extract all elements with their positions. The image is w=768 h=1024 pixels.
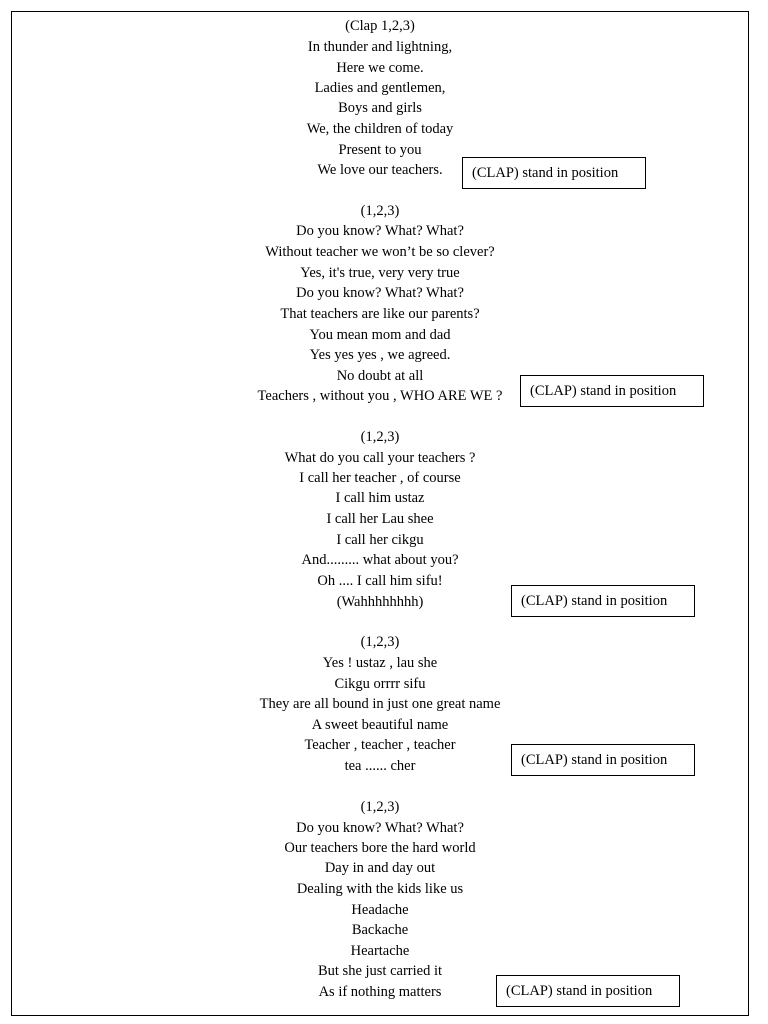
poem-line: Do you know? What? What? — [296, 223, 464, 239]
poem-line: Backache — [351, 922, 409, 938]
poem-line: Headache — [351, 902, 409, 918]
poem-line: Do you know? What? What? — [296, 285, 464, 301]
poem-line: And......... what about you? — [301, 552, 459, 568]
poem-line: (1,2,3) — [360, 429, 400, 445]
poem-line: Yes ! ustaz , lau she — [322, 655, 438, 671]
poem-line: As if nothing matters — [318, 984, 442, 1000]
poem-line: Teachers , without you , WHO ARE WE ? — [257, 388, 503, 404]
poem-line: Yes yes yes , we agreed. — [309, 347, 451, 363]
poem-line: (1,2,3) — [360, 203, 400, 219]
poem-line: But she just carried it — [317, 963, 443, 979]
poem-line: Cikgu orrrr sifu — [334, 676, 426, 692]
poem-line: Day in and day out — [324, 860, 436, 876]
poem-line: No doubt at all — [336, 368, 424, 384]
clap-instruction-box: (CLAP) stand in position — [520, 375, 704, 407]
poem-line: Oh .... I call him sifu! — [317, 573, 443, 589]
poem-line: Boys and girls — [338, 100, 422, 116]
poem-line: Present to you — [338, 142, 422, 158]
poem-line: (1,2,3) — [360, 799, 400, 815]
poem-line: Without teacher we won’t be so clever? — [265, 244, 495, 260]
poem-line: That teachers are like our parents? — [280, 306, 480, 322]
poem-line: Do you know? What? What? — [296, 820, 464, 836]
poem-line: Ladies and gentlemen, — [314, 80, 446, 96]
clap-instruction-box: (CLAP) stand in position — [496, 975, 680, 1007]
poem-line: We, the children of today — [306, 121, 454, 137]
poem-line: (Clap 1,2,3) — [345, 18, 415, 34]
poem-line: Heartache — [350, 943, 410, 959]
poem-line: Teacher , teacher , teacher — [304, 737, 456, 753]
poem-line: What do you call your teachers ? — [284, 450, 476, 466]
poem-line: In thunder and lightning, — [307, 39, 453, 55]
clap-instruction-box: (CLAP) stand in position — [511, 585, 695, 617]
poem-line: I call her Lau shee — [326, 511, 434, 527]
poem-line: Our teachers bore the hard world — [284, 840, 476, 856]
poem-line: (1,2,3) — [360, 634, 400, 650]
poem-line: They are all bound in just one great name — [259, 696, 501, 712]
poem-line: A sweet beautiful name — [311, 717, 449, 733]
poem-line: I call her teacher , of course — [299, 470, 461, 486]
poem-line: We love our teachers. — [317, 162, 443, 178]
clap-instruction-box: (CLAP) stand in position — [511, 744, 695, 776]
poem-line: I call her cikgu — [336, 532, 424, 548]
clap-instruction-box: (CLAP) stand in position — [462, 157, 646, 189]
poem-line: (Wahhhhhhhh) — [336, 594, 424, 610]
poem-line: Yes, it's true, very very true — [300, 265, 460, 281]
poem-line: You mean mom and dad — [309, 327, 451, 343]
poem-line: Dealing with the kids like us — [296, 881, 464, 897]
poem-line: tea ...... cher — [344, 758, 416, 774]
poem-line: I call him ustaz — [335, 490, 425, 506]
poem-line: Here we come. — [336, 60, 424, 76]
